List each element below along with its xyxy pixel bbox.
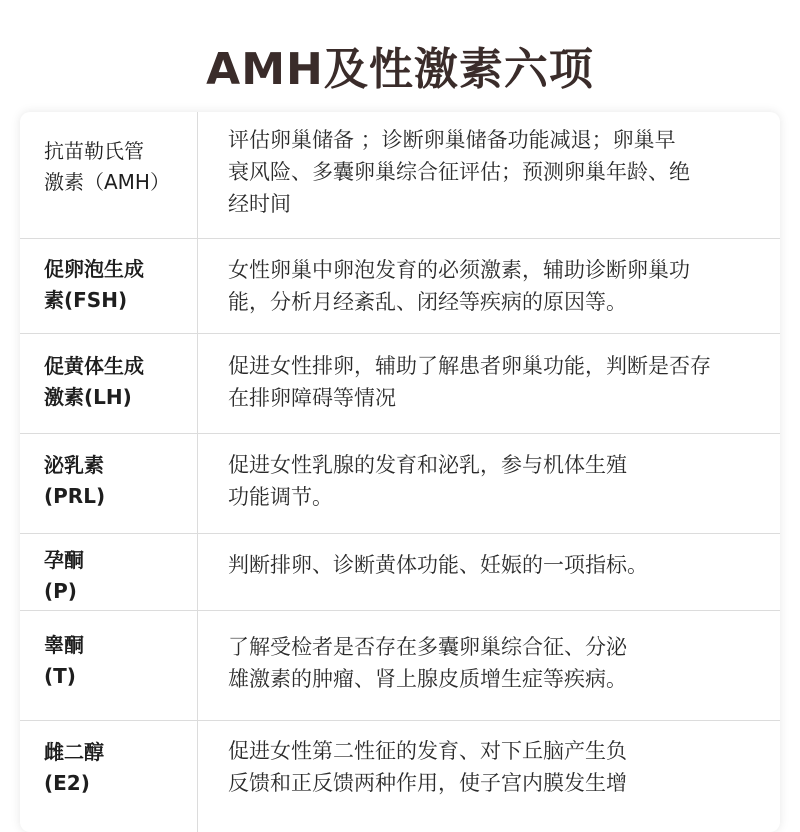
table-row-p — [20, 533, 780, 611]
hormone-description — [228, 449, 763, 513]
description-line: 衰风险、多囊卵巢综合征评估；预测卵巢年龄、绝 — [228, 160, 690, 184]
hormone-name — [44, 136, 184, 198]
description-line: 促进女性排卵，辅助了解患者卵巢功能，判断是否存 — [228, 354, 711, 378]
page-title: AMH及性激素六项 — [206, 44, 594, 95]
hormone-name-line: (P) — [44, 579, 77, 603]
table-row-e2 — [20, 720, 780, 832]
hormone-name-line: 雌二醇 — [44, 740, 104, 764]
hormone-name — [44, 545, 184, 607]
hormone-name-line: (T) — [44, 664, 76, 688]
hormone-description — [228, 735, 763, 799]
hormone-description — [228, 350, 763, 414]
hormone-name-line: 激素（AMH） — [44, 170, 170, 194]
description-line: 判断排卵、诊断黄体功能、妊娠的一项指标。 — [228, 553, 648, 577]
hormone-table — [20, 112, 780, 832]
hormone-name-line: 促黄体生成 — [44, 354, 144, 378]
hormone-name — [44, 630, 184, 692]
hormone-description — [228, 549, 763, 581]
table-row-fsh — [20, 238, 780, 334]
description-line: 了解受检者是否存在多囊卵巢综合征、分泌 — [228, 635, 627, 659]
description-line: 功能调节。 — [228, 485, 333, 509]
description-line: 促进女性第二性征的发育、对下丘脑产生负 — [228, 739, 627, 763]
hormone-description — [228, 631, 763, 695]
hormone-name — [44, 450, 184, 512]
hormone-description — [228, 124, 763, 220]
table-row-prl — [20, 433, 780, 534]
hormone-name-line: 抗苗勒氏管 — [44, 139, 144, 163]
hormone-name — [44, 737, 184, 799]
hormone-name-line: (PRL) — [44, 484, 106, 508]
description-line: 反馈和正反馈两种作用，使子宫内膜发生增 — [228, 771, 627, 795]
hormone-name-line: 睾酮 — [44, 633, 84, 657]
hormone-name — [44, 351, 184, 413]
description-line: 在排卵障碍等情况 — [228, 386, 396, 410]
hormone-name — [44, 254, 184, 316]
description-line: 经时间 — [228, 192, 291, 216]
description-line: 女性卵巢中卵泡发育的必须激素，辅助诊断卵巢功 — [228, 258, 690, 282]
hormone-name-line: (E2) — [44, 771, 90, 795]
table-row-amh — [20, 112, 780, 239]
hormone-name-line: 泌乳素 — [44, 453, 104, 477]
hormone-name-line: 素(FSH) — [44, 288, 128, 312]
hormone-name-line: 促卵泡生成 — [44, 257, 144, 281]
table-row-lh — [20, 333, 780, 434]
hormone-name-line: 激素(LH) — [44, 385, 132, 409]
hormone-description — [228, 254, 763, 318]
description-line: 促进女性乳腺的发育和泌乳，参与机体生殖 — [228, 453, 627, 477]
description-line: 雄激素的肿瘤、肾上腺皮质增生症等疾病。 — [228, 667, 627, 691]
table-row-t — [20, 610, 780, 721]
description-line: 评估卵巢储备 ；诊断卵巢储备功能减退；卵巢早 — [228, 128, 676, 152]
hormone-name-line: 孕酮 — [44, 548, 84, 572]
description-line: 能，分析月经紊乱、闭经等疾病的原因等。 — [228, 290, 627, 314]
